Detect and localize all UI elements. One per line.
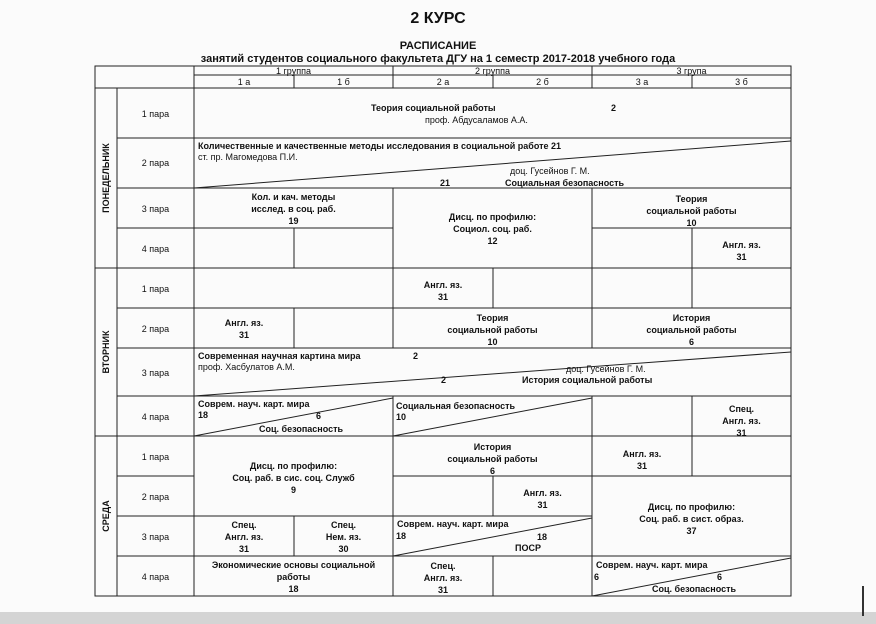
mon-p2-teacher-top: ст. пр. Магомедова П.И. — [198, 152, 298, 162]
tue-p4-g1-subject-bottom: Соц. безопасность — [259, 424, 344, 434]
tue-p4-g1-subject-top: Соврем. науч. карт. мира — [198, 399, 310, 409]
tue-p3-room-bottom: 2 — [441, 375, 447, 385]
wed-p4-g3-room-bottom: 6 — [717, 572, 723, 582]
pair-label: 3 пара — [141, 532, 170, 542]
subgroup-1a-header: 1 а — [237, 77, 251, 87]
pair-label: 3 пара — [141, 368, 170, 378]
wed-p3-g2-room-bottom: 18 — [537, 532, 548, 542]
wed-p1-g2-line2: социальной работы — [447, 454, 538, 464]
pair-label: 1 пара — [141, 452, 170, 462]
subgroup-2b-header: 2 б — [536, 77, 549, 87]
wed-p12-g1-line1: Дисц. по профилю: — [249, 461, 338, 471]
tue-p1-2a-room: 31 — [437, 292, 448, 302]
wed-p1-g2-line1: История — [473, 442, 512, 452]
mon-p2-subject-top: Количественные и качественные методы исследования в социальной работе 21 — [198, 141, 562, 151]
mon-p1-subject: Теория социальной работы — [371, 103, 496, 113]
pair-label: 4 пара — [141, 244, 170, 254]
mon-p34-g2-room: 12 — [487, 236, 498, 246]
tue-p3-room-top: 2 — [413, 351, 419, 361]
tue-p2-g3-room: 6 — [688, 337, 694, 347]
mon-p3-g3-room: 10 — [686, 218, 697, 228]
mon-p3-g1-room: 19 — [288, 216, 299, 226]
tue-p4-3b-room: 31 — [736, 428, 747, 438]
subgroup-1b-header: 1 б — [337, 77, 350, 87]
wed-p3-g2-subject-top: Соврем. науч. карт. мира — [397, 519, 509, 529]
pair-label: 2 пара — [141, 158, 170, 168]
pair-label: 4 пара — [141, 412, 170, 422]
wed-p12-g1-line2: Соц. раб. в сис. соц. Служб — [232, 473, 355, 483]
tue-p4-g2-subject: Социальная безопасность — [396, 401, 516, 411]
tue-p4-3b-line1: Спец. — [729, 404, 754, 414]
tue-p4-3b-line2: Англ. яз. — [722, 416, 761, 426]
mon-p4-3b-room: 31 — [736, 252, 747, 262]
wed-p3-1b-line2: Нем. яз. — [325, 532, 362, 542]
group-1-header: 1 группа — [276, 66, 311, 76]
pair-label: 2 пара — [141, 324, 170, 334]
wed-p3-1a-line1: Спец. — [231, 520, 257, 530]
mon-p2-room-bottom: 21 — [440, 178, 451, 188]
wed-p2-2b-room: 31 — [537, 500, 548, 510]
wed-p23-g3-line1: Дисц. по профилю: — [647, 502, 736, 512]
wed-p4-g1-room: 18 — [288, 584, 299, 594]
mon-p3-g1-line2: исслед. в соц. раб. — [251, 204, 336, 214]
mon-p3-g3-line2: социальной работы — [646, 206, 737, 216]
wed-p1-3a-room: 31 — [636, 461, 647, 471]
wed-p4-2a-line2: Англ. яз. — [423, 573, 463, 583]
wed-p23-g3-room: 37 — [686, 526, 697, 536]
pair-label: 4 пара — [141, 572, 170, 582]
mon-p4-3b-line1: Англ. яз. — [722, 240, 761, 250]
wed-p3-1b-line1: Спец. — [331, 520, 356, 530]
pair-label: 1 пара — [141, 109, 170, 119]
subgroup-3b-header: 3 б — [735, 77, 748, 87]
wed-p3-g2-subject-bottom: ПОСР — [515, 543, 541, 553]
pair-label: 1 пара — [141, 284, 170, 294]
wed-p4-g1-line2: работы — [276, 572, 311, 582]
wed-p4-g1-line1: Экономические основы социальной — [211, 560, 376, 570]
mon-p34-g2-line2: Социол. соц. раб. — [453, 224, 532, 234]
subgroup-2a-header: 2 а — [436, 77, 450, 87]
wed-p4-2a-line1: Спец. — [430, 561, 456, 571]
subgroup-3a-header: 3 а — [635, 77, 649, 87]
tue-p2-g2-room: 10 — [487, 337, 498, 347]
tue-p4-g2-room: 10 — [396, 412, 407, 422]
pair-label: 2 пара — [141, 492, 170, 502]
wed-p23-g3-line2: Соц. раб. в сист. образ. — [639, 514, 744, 524]
wed-p1-3a-line1: Англ. яз. — [622, 449, 662, 459]
tue-p3-teacher-top: проф. Хасбулатов А.М. — [198, 362, 295, 372]
mon-p3-g1-line1: Кол. и кач. методы — [251, 192, 336, 202]
document-title: РАСПИСАНИЕ — [399, 40, 477, 52]
wed-p3-1a-line2: Англ. яз. — [224, 532, 264, 542]
tue-p4-g1-room-bottom: 6 — [316, 411, 322, 421]
course-title: 2 КУРС — [410, 10, 466, 27]
tue-p3-subject-top: Современная научная картина мира — [198, 351, 361, 361]
tue-p2-1a-room: 31 — [238, 330, 249, 340]
mon-p1-teacher: проф. Абдусаламов А.А. — [425, 115, 528, 125]
wed-p4-g3-room-top: 6 — [594, 572, 600, 582]
tue-p2-1a-line1: Англ. яз. — [224, 318, 264, 328]
wed-p2-2b-line1: Англ. яз. — [523, 488, 562, 498]
wed-p3-g2-room-top: 18 — [396, 531, 407, 541]
tue-p2-g2-line1: Теория — [476, 313, 509, 323]
group-3-header: 3 група — [676, 66, 707, 76]
wed-p12-g1-room: 9 — [290, 485, 296, 495]
tue-p3-teacher-bottom: доц. Гусейнов Г. М. — [566, 364, 646, 374]
mon-p34-g2-line1: Дисц. по профилю: — [448, 212, 537, 222]
tue-p2-g3-line2: социальной работы — [646, 325, 737, 335]
tue-p2-g2-line2: социальной работы — [447, 325, 538, 335]
group-2-header: 2 группа — [475, 66, 510, 76]
wed-p4-g3-subject-top: Соврем. науч. карт. мира — [596, 560, 708, 570]
wed-p4-g3-subject-bottom: Соц. безопасность — [652, 584, 737, 594]
wed-p3-1a-room: 31 — [238, 544, 249, 554]
day-wednesday: СРЕДА — [101, 500, 111, 532]
mon-p1-room: 2 — [611, 103, 617, 113]
tue-p2-g3-line1: История — [672, 313, 711, 323]
wed-p1-g2-room: 6 — [489, 466, 495, 476]
mon-p2-subject-bottom: Социальная безопасность — [505, 178, 625, 188]
document-subtitle: занятий студентов социального факультета ДГУ на 1 семестр 2017-2018 учебного года — [200, 53, 676, 65]
day-tuesday: ВТОРНИК — [101, 330, 111, 374]
tue-p1-2a-line1: Англ. яз. — [423, 280, 463, 290]
mon-p2-teacher-bottom: доц. Гусейнов Г. М. — [510, 166, 590, 176]
pair-label: 3 пара — [141, 204, 170, 214]
day-monday: ПОНЕДЕЛЬНИК — [101, 143, 111, 213]
page-edge-mark — [862, 586, 864, 616]
wed-p3-1b-room: 30 — [338, 544, 349, 554]
mon-p3-g3-line1: Теория — [675, 194, 708, 204]
tue-p4-g1-room-top: 18 — [198, 410, 209, 420]
tue-p3-subject-bottom: История социальной работы — [522, 375, 653, 385]
wed-p4-2a-room: 31 — [437, 585, 448, 595]
scanner-edge — [0, 612, 876, 624]
